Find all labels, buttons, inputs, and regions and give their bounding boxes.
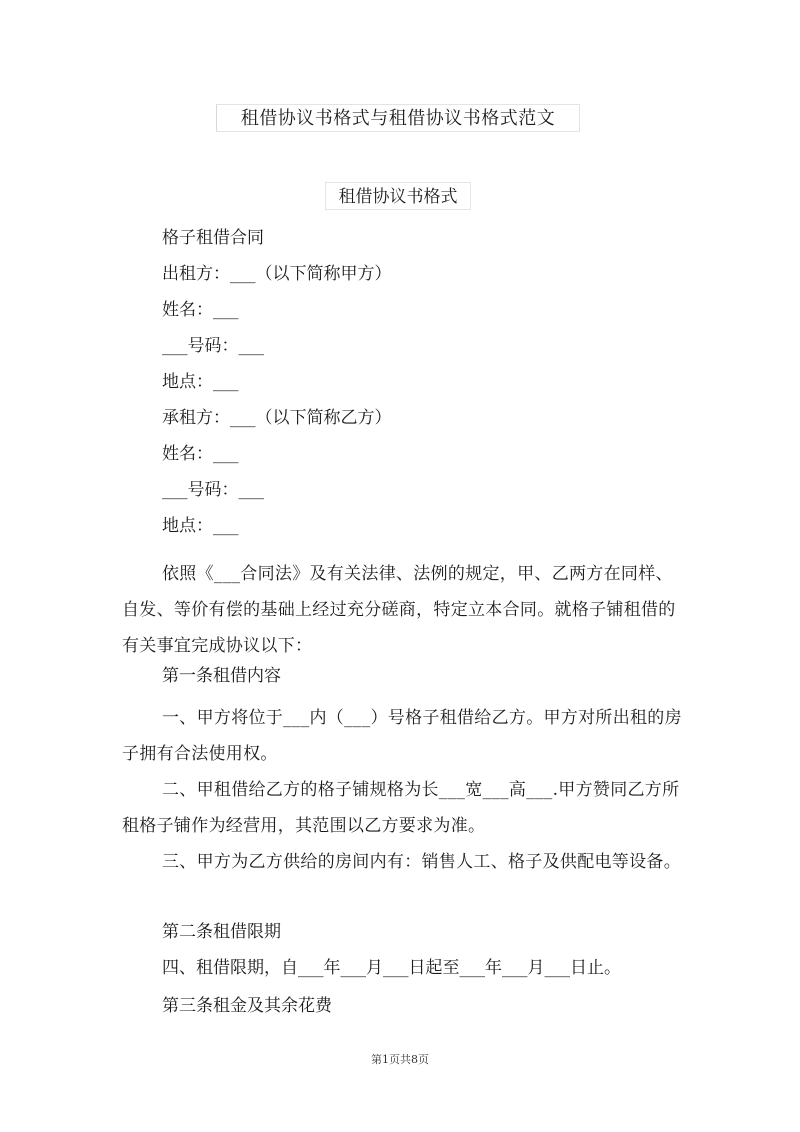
document-subtitle: 租借协议书格式: [325, 182, 471, 210]
document-title: 租借协议书格式与租借协议书格式范文: [216, 104, 580, 132]
article3-heading: 第三条租金及其余花费: [162, 996, 332, 1016]
page-footer: 第1页共8页: [371, 1053, 429, 1066]
lessee-number-line: ___号码：___: [162, 480, 264, 500]
article2-heading: 第二条租借限期: [162, 922, 281, 942]
lessee-name-line: 姓名：___: [162, 444, 239, 464]
lessor-line: 出租方：___（以下简称甲方）: [162, 264, 392, 284]
clause3-paragraph: 三、甲方为乙方供给的房间内有：销售人工、格子及供配电等设备。: [162, 852, 681, 872]
clause2-paragraph: 二、甲租借给乙方的格子铺规格为长___宽___高___.甲方赞同乙方所租格子铺作为经营用，其范围以乙方要求为准。: [122, 780, 680, 836]
lessee-address-line: 地点：___: [162, 516, 239, 536]
lessor-number-line: ___号码：___: [162, 336, 264, 356]
lessee-line: 承租方：___（以下简称乙方）: [162, 408, 392, 428]
clause4-line: 四、租借限期，自___年___月___日起至___年___月___日止。: [162, 958, 621, 978]
lessor-name-line: 姓名：___: [162, 300, 239, 320]
lessor-address-line: 地点：___: [162, 372, 239, 392]
contract-name: 格子租借合同: [162, 228, 264, 248]
clause1-paragraph: 一、甲方将位于___内（___）号格子租借给乙方。甲方对所出租的房子拥有合法使用权。: [122, 708, 682, 764]
article1-heading: 第一条租借内容: [162, 666, 281, 686]
preamble-paragraph: 依照《___合同法》及有关法律、法例的规定，甲、乙两方在同样、自发、等价有偿的基础上经过充分磋商，特定立本合同。就格子铺租借的有关事宜完成协议以下：: [122, 564, 676, 656]
